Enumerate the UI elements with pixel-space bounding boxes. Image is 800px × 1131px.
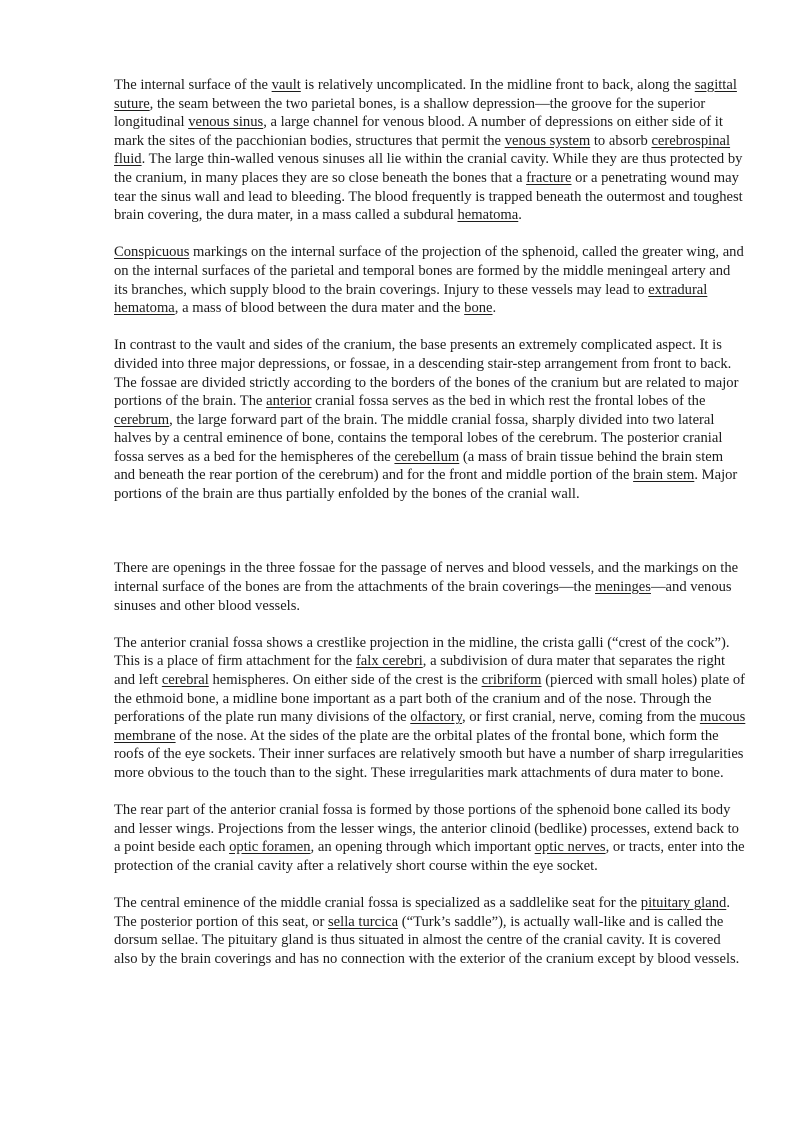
paragraph-text: , a large channel for venous blood. A number of depressions on either side of it mark the sites of the pacchionian bodies, structures that permit the xyxy=(114,114,723,149)
term-link[interactable]: meninges xyxy=(595,579,651,596)
term-link[interactable]: anterior xyxy=(266,393,312,410)
paragraph-text: , a subdivision of dura mater that separates the right and left xyxy=(114,653,726,689)
paragraph xyxy=(114,559,746,615)
term-link[interactable]: cerebrum xyxy=(114,411,170,428)
paragraph-text: (“Turk’s saddle”), is actually wall-like and is called the dorsum sellae. The pituitary gland is thus situated in almost the centre of the cranial cavity. It is covered also by the brain coverings and has no connection with the exterior of the cranium except by blood vessels. xyxy=(114,913,740,967)
paragraph-text: —and venous sinuses and other blood vessels. xyxy=(114,579,732,614)
paragraph-text: (a mass of brain tissue behind the brain stem and beneath the rear portion of the cerebrum) and for the front and middle portion of the xyxy=(114,448,724,484)
term-link[interactable]: fracture xyxy=(526,169,572,186)
term-link[interactable]: cribriform xyxy=(481,672,542,689)
paragraph-text: The anterior cranial fossa shows a crestlike projection in the midline, the crista galli (“crest of the cock”). This is a place of firm attachment for the xyxy=(114,634,730,670)
paragraph-text: . The posterior portion of this seat, or xyxy=(114,895,730,930)
paragraph-text: The central eminence of the middle cranial fossa is specialized as a saddlelike seat for the xyxy=(114,895,641,912)
term-link[interactable]: cerebellum xyxy=(394,448,460,465)
paragraph-text: The rear part of the anterior cranial fossa is formed by those portions of the sphenoid bone called its body and lesser wings. Projections from the lesser wings, the anterior clinoid (bedlike) processes, extend back to a point beside each xyxy=(114,802,739,856)
paragraph-text: hemispheres. On either side of the crest is the xyxy=(208,672,482,689)
paragraph-text: . Major portions of the brain are thus partially enfolded by the bones of the cranial wall. xyxy=(114,467,738,503)
paragraph-text: cranial fossa serves as the bed in which rest the frontal lobes of the xyxy=(311,393,706,410)
paragraph-text: , the seam between the two parietal bones, is a shallow depression—the groove for the superior longitudinal xyxy=(114,95,706,131)
term-link[interactable]: pituitary gland xyxy=(640,895,727,912)
paragraph-text: or a penetrating wound may tear the sinus wall and lead to bleeding. The blood frequently is trapped beneath the outermost and toughest brain covering, the dura mater, in a mass called a subdural xyxy=(114,169,743,224)
paragraph-text: In contrast to the vault and sides of the cranium, the base presents an extremely complicated aspect. It is divided into three major depressions, or fossae, in a descending stair-step arrangement from front to back. The fossae are divided strictly according to the borders of the bones of the cranium but are related to major portions of the brain. The xyxy=(114,337,739,410)
term-link[interactable]: olfactory xyxy=(410,709,462,726)
document-page xyxy=(114,76,746,987)
term-link[interactable]: extradural hematoma xyxy=(114,281,708,317)
term-link[interactable]: vault xyxy=(271,77,301,93)
term-link[interactable]: optic foramen xyxy=(229,839,311,856)
paragraph-text: . The large thin-walled venous sinuses all lie within the cranial cavity. While they are thus protected by the cranium, in many places they are so close beneath the bones that a xyxy=(114,151,743,186)
term-link[interactable]: sella turcica xyxy=(328,913,399,930)
term-link[interactable]: hematoma xyxy=(457,207,519,224)
term-link[interactable]: Conspicuous xyxy=(114,244,190,261)
paragraph-text: is relatively uncomplicated. In the midline front to back, along the xyxy=(300,77,695,93)
paragraph-text: . xyxy=(518,207,522,224)
paragraph-text: , or tracts, enter into the protection of the cranial cavity after a relatively short course within the eye socket. xyxy=(114,839,745,874)
term-link[interactable]: venous sinus xyxy=(188,114,264,131)
term-link[interactable]: sagittal suture xyxy=(114,77,737,112)
paragraph-text: markings on the internal surface of the projection of the sphenoid, called the greater wing, and on the internal surfaces of the parietal and temporal bones are formed by the middle meningeal artery and its branches, which supply blood to the brain coverings. Injury to these vessels may lead to xyxy=(114,244,744,298)
paragraph-text: (pierced with small holes) plate of the ethmoid bone, a midline bone important as a part both of the cranium and of the nose. Through the perforations of the plate run many divisions of the xyxy=(114,672,745,726)
term-link[interactable]: falx cerebri xyxy=(355,653,423,670)
paragraph xyxy=(114,336,746,503)
paragraph-text: to absorb xyxy=(590,132,652,149)
paragraph xyxy=(114,243,746,317)
paragraph-text: , an opening through which important xyxy=(310,839,535,856)
paragraph-text: , or first cranial, nerve, coming from the xyxy=(462,709,700,726)
paragraph-text: . xyxy=(492,300,497,317)
paragraph xyxy=(114,76,746,225)
paragraph-text: There are openings in the three fossae for the passage of nerves and blood vessels, and the markings on the internal surface of the bones are from the attachments of the brain coverings—the xyxy=(114,560,739,596)
term-link[interactable]: brain stem xyxy=(633,467,695,484)
paragraph xyxy=(114,801,746,875)
paragraph-text: The internal surface of the xyxy=(114,77,272,93)
term-link[interactable]: mucous membrane xyxy=(114,709,746,744)
paragraph-text: , a mass of blood between the dura mater and the xyxy=(174,300,465,317)
paragraph xyxy=(114,634,746,783)
term-link[interactable]: optic nerves xyxy=(534,839,606,856)
paragraph-text: of the nose. At the sides of the plate are the orbital plates of the frontal bone, which form the roofs of the eye sockets. Their inner surfaces are relatively smooth but have a number of sharp irregularities more obvious to the touch than to the sight. These irregularities mark attachments of dura mater to bone. xyxy=(114,727,744,781)
paragraph xyxy=(114,894,746,968)
term-link[interactable]: cerebral xyxy=(161,672,209,689)
term-link[interactable]: cerebrospinal fluid xyxy=(114,132,731,168)
term-link[interactable]: bone xyxy=(464,300,493,317)
paragraph-text: , the large forward part of the brain. The middle cranial fossa, sharply divided into two lateral halves by a central eminence of bone, contains the temporal lobes of the cerebrum. The posterior cranial fossa serves as a bed for the hemispheres of the xyxy=(114,411,723,465)
term-link[interactable]: venous system xyxy=(504,132,591,149)
